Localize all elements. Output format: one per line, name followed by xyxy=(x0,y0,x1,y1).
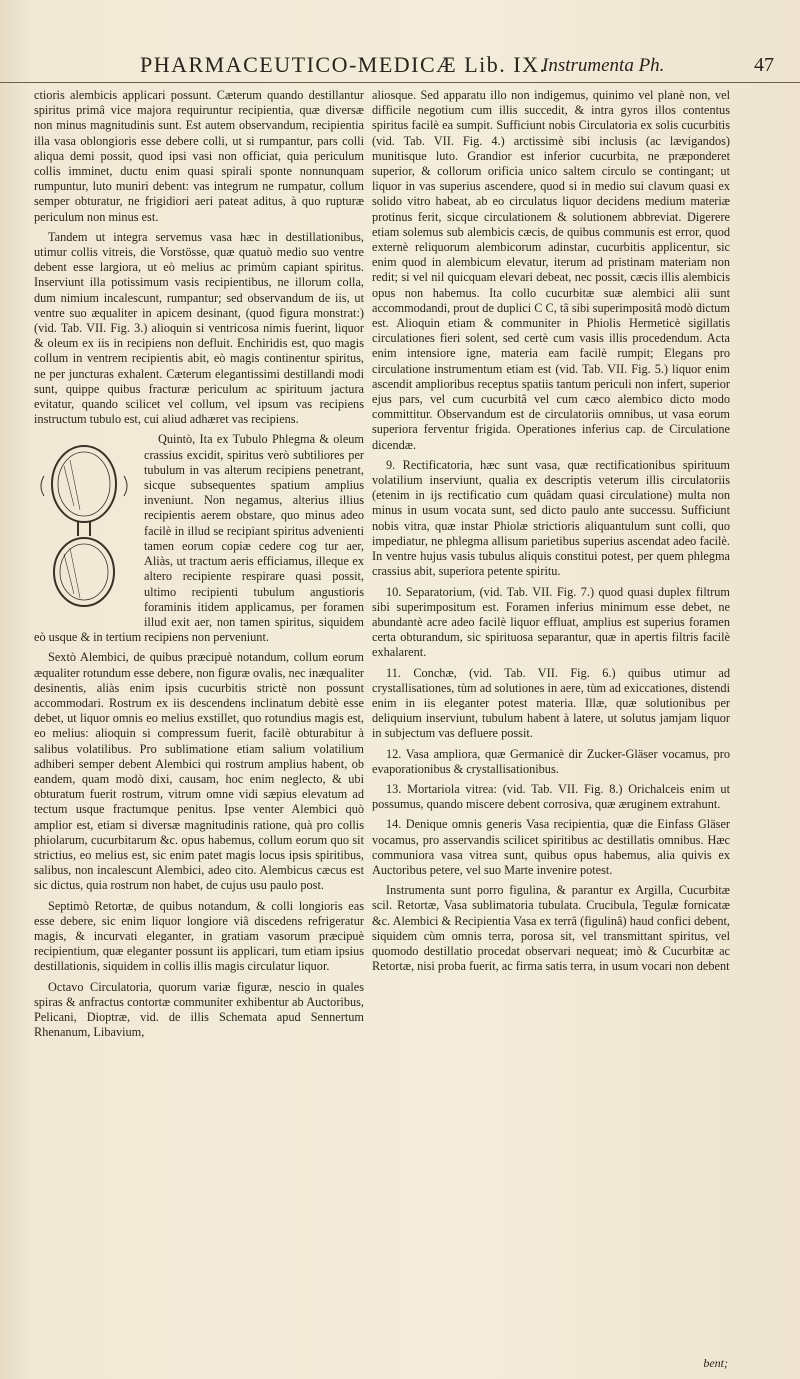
paragraph: 12. Vasa ampliora, quæ Germanicè dir Zucker-Gläser vocamus, pro evaporationibus & crystallisationibus. xyxy=(372,746,730,776)
running-section: Instrumenta Ph. xyxy=(542,55,665,76)
paragraph: aliosque. Sed apparatu illo non indigemus, quinimo vel planè non, vel difficile negotium cum illis succedit, & intra gyros illos contentus spiritus facilè ea sumpit. Sufficiunt nobis Circulatoria ex solis cucurbitis (vid. Tab. VII. Fig. 4.) arctissimè sibi inclusis (ac lævigandos) munitisque luto. Grandior est inferior cucurbita, ne præponderet superior, & collorum orificia unico saltem circulo se contingant; ut liquor in vas superius ascendere, quod si in medio sui clavum quasi ex solido vitro habeat, ab eo circulatus liquor decidens medium materiæ protinus ferit, sicque circulationem & solutionem abbreviat. Digerere etiam solemus sub alembicis cæcis, de quibus communis est error, quod externè reliquorum alembicorum adinstar, cucurbitis applicentur, sic enim quod in alembicum elevatur, iterum ad pristinam materiam non redit; si vel nil quicquam elevari debeat, nec possit, cæcis illis alembicis opus non habemus. Ita collo cucurbitæ suæ alembici alii sunt accommodandi, prout de duplici C C, tâ sibi superimpositâ modò dictum est. Alioquin etiam & communiter in Phiolis Hermeticè sigillatis circulationes fieri solent, sed certè cum vasis illis procedendum. Acta enim intensiore igne, materia eam facilè rumpit; Elegans pro circulatione instrumentum etiam est (vid. Tab. VII. Fig. 5.) liquor enim ascendit amplioribus receptus spatiis tantum periculi non infert, superior ejus pars, vel cum cucurbitâ vel cum cæco alembico dicto modo committitur. Observandum est de circulatoriis omnibus, ut vasa eorum superiora ferventur frigida. Operationes inferius cap. de Circulatione dicendæ. xyxy=(372,88,730,452)
left-column xyxy=(34,88,364,1359)
right-column xyxy=(372,88,730,1359)
paragraph: Octavo Circulatoria, quorum variæ figuræ, nescio in quales spiras & anfractus contortæ communiter exhibentur ab Auctoribus, Pelicani, Dioptræ, vid. de illis Schemata apud Sennertum Rhenanum, Libavium, xyxy=(34,979,364,1040)
paragraph: Instrumenta sunt porro figulina, & parantur ex Argilla, Cucurbitæ scil. Retortæ, Vasa sublimatoria tubulata. Crucibula, Tegulæ fornicatæ &c. Alembici & Recipientia Vasa ex terrâ (figulinâ) haud confici debent, siquidem cùm omnis terra, porosa sit, vel transmittant spiritus, vel quomodo destillatio procedat observari nequeat; imò & Cucurbitæ ac Retortæ, nisi proba fuerit, ac firma satis terra, in usum vocari non debent xyxy=(372,883,730,974)
paragraph: 14. Denique omnis generis Vasa recipientia, quæ die Einfass Gläser vocamus, pro asservandis scilicet spiritibus ac destillatis omnibus. Hæc communiora vasa vitrea sunt, quibus opus habemus, alia quivis ex Auctoribus petere, vel suo Marte invenire potest. xyxy=(372,817,730,877)
vessel-drawing xyxy=(34,436,134,614)
running-title: PHARMACEUTICO-MEDICÆ Lib. IX. xyxy=(140,52,547,77)
page-header xyxy=(0,52,800,83)
paragraph: 13. Mortariola vitrea: (vid. Tab. VII. Fig. 8.) Orichalceis enim ut possumus, quando miscere debent corrosiva, quæ æruginem extrahunt. xyxy=(372,781,730,812)
paragraph: ctioris alembicis applicari possunt. Cæterum quando destillantur spiritus primâ vice majora requiruntur recipientia, quæ diversæ non minus magnitudinis sunt. Est autem observandum, recipientia illa vasa oblongioris esse debere colli, ut si rumpantur, pars colli aliqua demi possit, quod ipsi vasi non officiat, quia periculum collis imminet, ductu enim quasi spirali sponte nonnunquam rumpuntur, luto muniri debent: vas integrum ne rumpatur, collum semper obturatur, ne frigidiori aeri pateat aditus, à quo rupturæ periculum non minus est. xyxy=(34,88,364,224)
paragraph: Quintò, Ita ex Tubulo Phlegma & oleum crassius excidit, spiritus verò subtiliores per tubulum in vas alterum recipiens penetrant, sicque subsequentes spatium amplius inveniunt. Non negamus, alterius illius recipientis aerem obstare, quo minus adeo facilè in illud se recipiant spiritus advenienti tamen eorum copiæ cedere cog tur aer, Aliàs, ut tractum aeris efficiamus, illeque ex altero recipiente respirare quasi possit, ultimo recipienti tubulum angustioris foraminis itidem applicamus, per foramen illud exit aer, non tamen spiritus, siquidem eò usque & in tertium recipiens non perveniunt. xyxy=(34,432,364,645)
paragraph: 11. Conchæ, (vid. Tab. VII. Fig. 6.) quibus utimur ad crystallisationes, tùm ad solutiones in aere, tùm ad exiccationes, distendi enim in iis eleganter potest materia. Illæ, quæ solutionibus per deliquium inserviunt, tubulum habent à latere, ut solutus jamjam liquor in subjectum vas defluere possit. xyxy=(372,665,730,741)
page-number: 47 xyxy=(754,54,774,76)
paragraph: Tandem ut integra servemus vasa hæc in destillationibus, utimur collis vitreis, die Vorstösse, quæ quatuò medio suo ventre debent esse largiora, ut eò melius ac primùm capiant spiritus. Inserviunt illa potissimum vasis recipientibus, ne illorum colla, dum nimium incalescunt, rumpantur; sed observandum de iis, ut ventre suo æqualiter in apicem desinant, (quod figura monstrat:) (vid. Tab. VII. Fig. 3.) alioquin si ventricosa nimis fuerint, liquor & oleum ex iis in recipiens non defluit. Enchiridis est, quo magis collum in ventrem recipientis abit, eò magis continentur spiritus, ne per juncturas exhalent. Cæterum elegantissimi destillandi modi sunt, quippe quibus fracturæ periculum ac spirituum jactura evitatur, quando scilicet vel collum, vel ipsum vas recipiens instructum tubulo est, cui aliud adhæret vas recipiens. xyxy=(34,229,364,427)
vessel-illustration xyxy=(34,436,134,614)
paragraph: Sextò Alembici, de quibus præcipuè notandum, collum eorum æqualiter rotundum esse debere, non figuræ ovalis, nec inæqualiter desinentis, aliàs enim ipsis cucurbitis strictè non possunt accommodari. Rostrum ex iis descendens inclinatum debitè esse debet, ut liquor omnis eo melius exstillet, quo rotundius magis est, eo melius: alioquin si compressum fuerit, facilè obturabitur à salibus volatilibus. Pro sublimatione etiam salium volatilium adhiberi semper debent Alembici qui rostrum amplius habent, ob eandem, quam modò dixi, causam, hoc enim neglecto, & ubi obturatum fuerit rostrum, vitrum omne vidi sæpius elevatum ad tectum usque fractumque penitus. Ipse venter Alembici quò amplior est, etiam si diversæ magnitudinis ratione, quà pro collis phiolarum, cucurbitarum &c. opus habemus, collum eorum quo sit strictius, eo melius est, sic enim patet magis locus ipsis spiritibus, salibus, non incalescunt Alembici, adeo cito. Alembicus cæcus est sic dictus, quia rostrum non habet, de cujus usu paulo post. xyxy=(34,650,364,893)
paragraph: 10. Separatorium, (vid. Tab. VII. Fig. 7.) quod quasi duplex filtrum sibi superimpositum est. Foramen inferius minimum esse debet, ne abundantè acre adeo facilè liquor effluat, amplius est superius foramen certa obturandum, sic spirituosa separantur, quæ in apertis filtris facilè exhalarent. xyxy=(372,584,730,660)
paragraph: Septimò Retortæ, de quibus notandum, & colli longioris eas esse debere, sic enim liquor longiore viâ discedens refrigeratur magis, & incurvati eleganter, in gratiam vasorum præcipuè recipientium, quæ eleganter possunt iis applicari, tum etiam ipsius destillationis, siquidem in collis illis magis circulatur liquor. xyxy=(34,898,364,974)
paragraph: 9. Rectificatoria, hæc sunt vasa, quæ rectificationibus spirituum volatilium inserviunt, qualia ex descriptis veterum illis circulatoriis (etenim in ijs rectificatio cum quâdam quasi circulatione) multa non minus in usum vocata sunt, sed dicto paulo ante successu. Sufficiunt nobis vitra, quæ instar Phiolæ strictioris aliquantulum sunt colli, quo impediatur, ne phlegma allisum parietibus superius ascendat adeo facilè. In ventre hujus vasis tubulus aliquis constitui potest, per quem phlegma crassius abit, superiora petente spiritu. xyxy=(372,457,730,579)
catchword: bent; xyxy=(703,1356,728,1370)
